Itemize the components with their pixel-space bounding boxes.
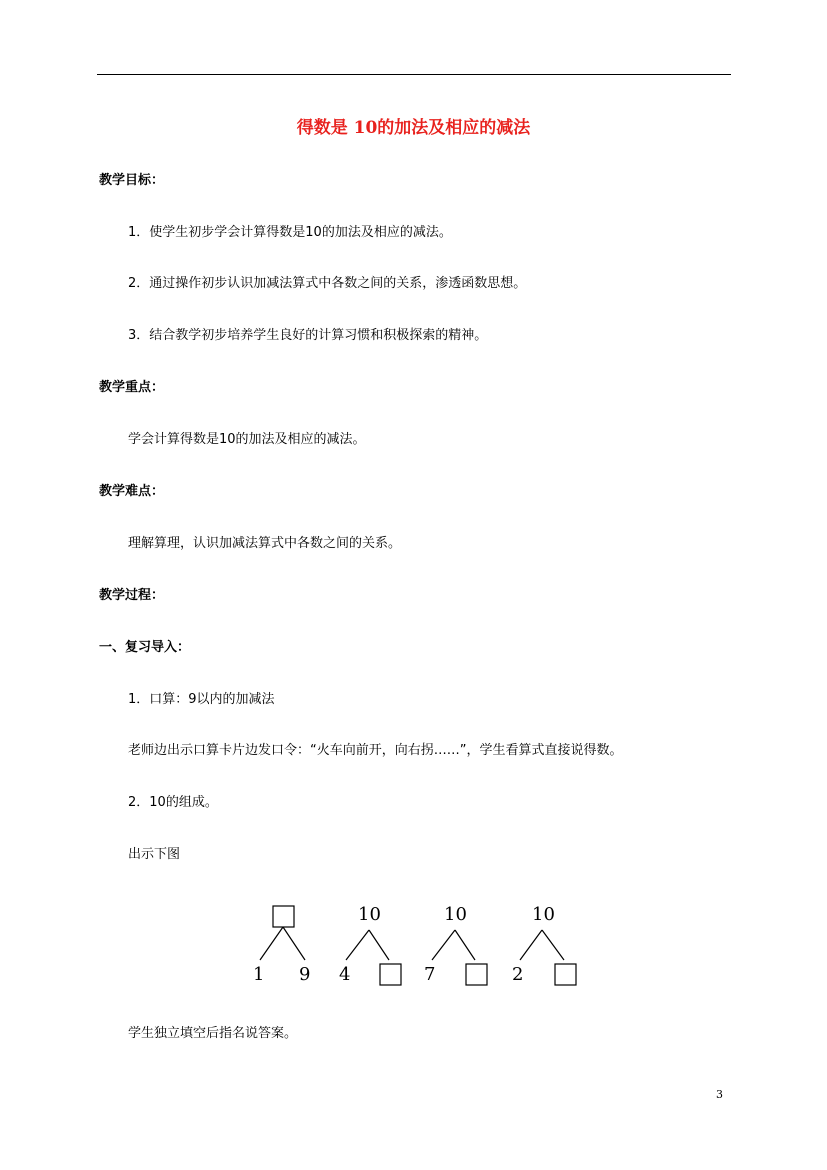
step-1: 1．口算：9以内的加减法 — [128, 692, 275, 707]
key-points-heading: 教学重点： — [99, 380, 165, 395]
step-1-text: 老师边出示口算卡片边发口令：“火车向前开，向右拐……”，学生看算式直接说得数。 — [128, 743, 623, 758]
bond-2-top-number: 10 — [358, 904, 381, 925]
goal-item-3: 3．结合教学初步培养学生良好的计算习惯和积极探索的精神。 — [128, 328, 488, 343]
number-bond-4 — [512, 904, 576, 985]
difficulties-text: 理解算理，认识加减法算式中各数之间的关系。 — [128, 536, 402, 551]
after-figure-text: 学生独立填空后指名说答案。 — [128, 1026, 298, 1041]
answer-box-top — [273, 906, 294, 927]
number-bond-2 — [339, 904, 401, 985]
bond-3-left-number: 7 — [424, 964, 436, 985]
bond-3-top-number: 10 — [444, 904, 467, 925]
number-bond-diagram — [245, 897, 585, 997]
answer-box-right — [466, 964, 487, 985]
bond-2-left-number: 4 — [339, 964, 351, 985]
bond-1-right-number: 9 — [299, 964, 311, 985]
page-number: 3 — [716, 1088, 723, 1101]
key-points-text: 学会计算得数是10的加法及相应的减法。 — [128, 432, 366, 447]
number-bond-1 — [253, 906, 310, 985]
process-heading: 教学过程： — [99, 588, 165, 603]
goal-item-1: 1．使学生初步学会计算得数是10的加法及相应的减法。 — [128, 225, 452, 240]
bond-4-left-number: 2 — [512, 964, 524, 985]
bond-4-top-number: 10 — [532, 904, 555, 925]
review-heading: 一、复习导入： — [99, 640, 191, 655]
answer-box-right — [380, 964, 401, 985]
step-2: 2．10的组成。 — [128, 795, 218, 810]
page-title: 得数是 10的加法及相应的减法 — [296, 118, 531, 138]
number-bond-3 — [424, 904, 487, 985]
difficulties-heading: 教学难点： — [99, 484, 165, 499]
goal-item-2: 2．通过操作初步认识加减法算式中各数之间的关系，渗透函数思想。 — [128, 276, 527, 291]
goals-heading: 教学目标： — [99, 173, 165, 188]
answer-box-right — [555, 964, 576, 985]
show-figure-text: 出示下图 — [128, 847, 181, 862]
header-rule — [97, 74, 731, 75]
bond-1-left-number: 1 — [253, 964, 265, 985]
